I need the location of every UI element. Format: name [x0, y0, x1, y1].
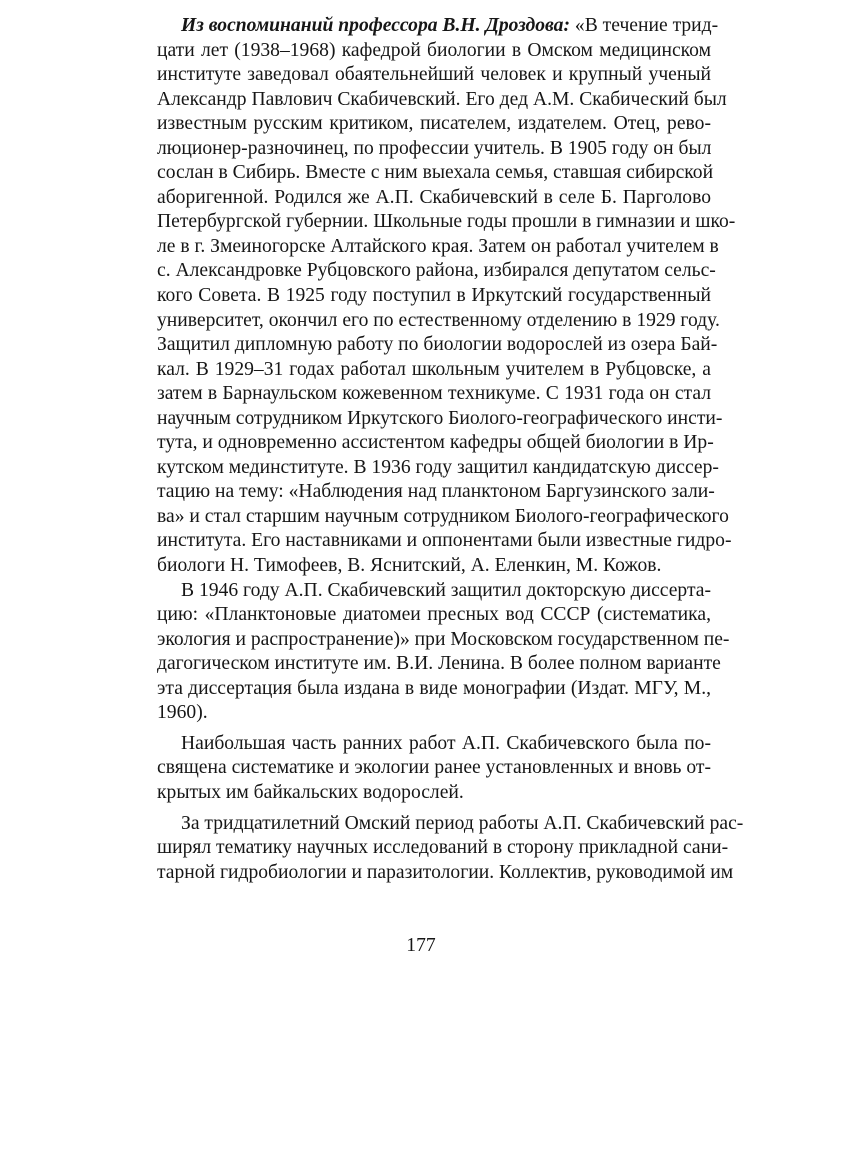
text-line: Защитил дипломную работу по биологии водорослей из озера Бай- [157, 334, 718, 356]
text-line: затем в Барнаульском кожевенном техникуме. С 1931 года он стал [157, 383, 711, 405]
text-line: экология и распространение)» при Московском государственном пе- [157, 628, 730, 650]
text-line: сослан в Сибирь. Вместе с ним выехала семья, ставшая сибирской [157, 162, 714, 184]
text-line: научным сотрудником Иркутского Биолого-географического инсти- [157, 407, 723, 429]
text-line: тута, и одновременно ассистентом кафедры общей биологии в Ир- [157, 432, 714, 454]
paragraph-3 [133, 732, 711, 806]
text-line: люционер-разночинец, по профессии учитель. В 1905 году он был [157, 137, 712, 159]
paragraph-1 [133, 14, 736, 579]
text-line: известным русским критиком, писателем, издателем. Отец, рево- [157, 113, 711, 135]
text-line: ле в г. Змеиногорске Алтайского края. Затем он работал учителем в [157, 235, 719, 257]
text-line: крытых им байкальских водорослей. [157, 781, 464, 803]
text-line: Александр Павлович Скабичевский. Его дед А.М. Скабический был [157, 88, 727, 110]
text-line: ва» и стал старшим научным сотрудником Биолого-географического [157, 505, 729, 527]
text-line: кутском мединституте. В 1936 году защитил кандидатскую диссер- [157, 456, 719, 478]
text-line: За тридцатилетний Омский период работы А.П. Скабичевский рас- [181, 812, 744, 834]
page-body [133, 14, 744, 885]
paragraph-2 [133, 579, 730, 726]
text-line: эта диссертация была издана в виде монографии (Издат. МГУ, М., [157, 677, 711, 699]
text-line: институте заведовал обаятельнейший человек и крупный ученый [157, 64, 711, 86]
text-line: дагогическом институте им. В.И. Ленина. В более полном варианте [157, 653, 721, 675]
text-line: ширял тематику научных исследований в сторону прикладной сани- [157, 837, 729, 859]
text-line: 1960). [157, 702, 208, 724]
text-line: Из воспоминаний профессора В.Н. Дроздова: «В течение трид- [181, 15, 719, 36]
text-line: тарной гидробиологии и паразитологии. Коллектив, руководимой им [157, 861, 734, 883]
text-line: Наибольшая часть ранних работ А.П. Скабичевского была по- [181, 732, 711, 754]
text-line: В 1946 году А.П. Скабичевский защитил докторскую диссерта- [181, 579, 711, 601]
text-line: биологи Н. Тимофеев, В. Яснитский, А. Еленкин, М. Кожов. [157, 555, 662, 577]
text-line: цати лет (1938–1968) кафедрой биологии в Омском медицинском [157, 39, 711, 61]
text-line: кал. В 1929–31 годах работал школьным учителем в Рубцовске, а [157, 358, 711, 380]
text-line: цию: «Планктоновые диатомеи пресных вод СССР (систематика, [157, 604, 711, 626]
paragraph-4 [133, 812, 744, 886]
text-line: института. Его наставниками и оппонентами были известные гидро- [157, 530, 732, 552]
memoir-lead-in: Из воспоминаний профессора В.Н. Дроздова: [181, 15, 571, 36]
text-line: Петербургской губернии. Школьные годы прошли в гимназии и шко- [157, 211, 736, 233]
text-line: университет, окончил его по естественному отделению в 1929 году. [157, 309, 720, 331]
page-number: 177 [406, 935, 436, 956]
text-line: с. Александровке Рубцовского района, избирался депутатом сельс- [157, 260, 716, 282]
text-line: аборигенной. Родился же А.П. Скабичевский в селе Б. Парголово [157, 186, 711, 208]
text-line: тацию на тему: «Наблюдения над планктоном Баргузинского зали- [157, 481, 715, 503]
text-line: кого Совета. В 1925 году поступил в Иркутский государственный [157, 285, 711, 307]
text-line: священа систематике и экологии ранее установленных и вновь от- [157, 757, 711, 779]
